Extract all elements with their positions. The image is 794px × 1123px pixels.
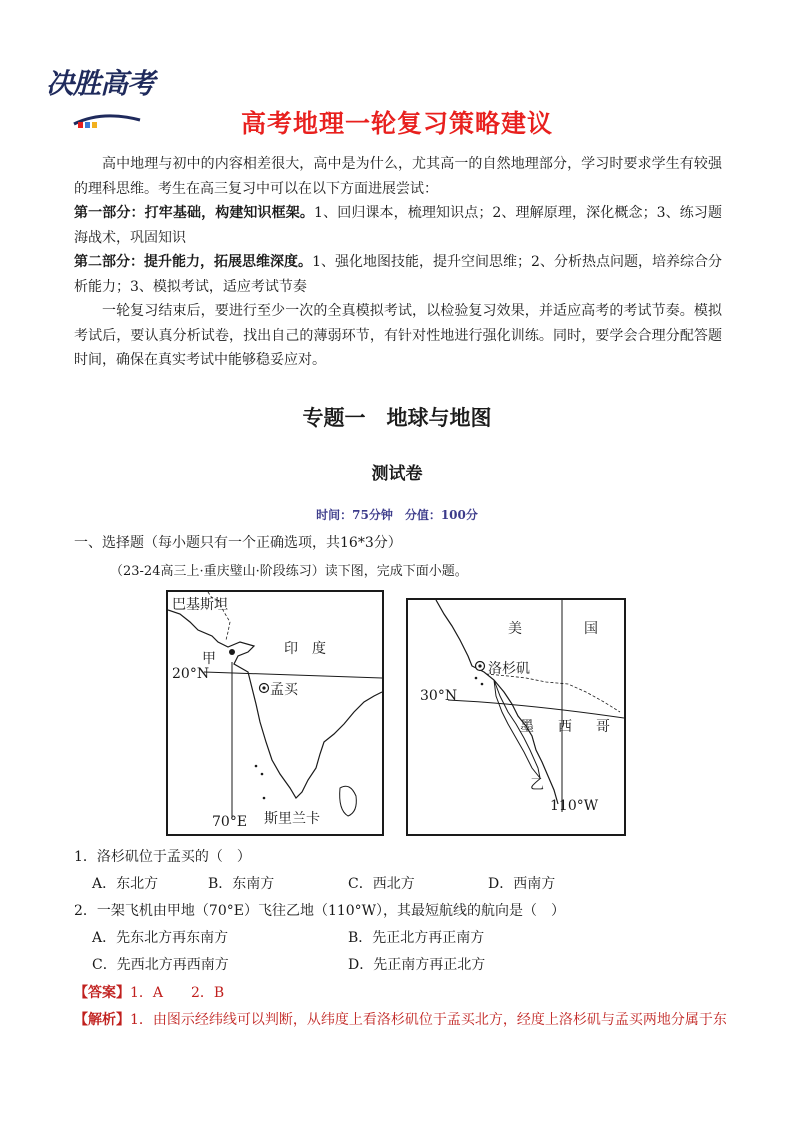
label-lon-70e: 70°E (212, 814, 248, 830)
question-1-option-a[interactable]: A．东北方 (92, 876, 159, 892)
answer-text: 1．A 2．B (130, 985, 225, 1001)
question-2-option-d[interactable]: D．先正南方再正北方 (348, 957, 486, 973)
label-yi: 乙 (530, 777, 544, 793)
map-usa-mexico (406, 598, 626, 836)
analysis-line (74, 1009, 727, 1029)
label-mexico-1: 墨 (520, 719, 534, 735)
logo-text: 决胜高考 (46, 67, 155, 100)
question-1-option-b[interactable]: B．东南方 (208, 876, 275, 892)
label-srilanka: 斯里兰卡 (264, 811, 320, 827)
part-one-heading: 第一部分：打牢基础，构建知识框架。 (74, 205, 315, 221)
question-1-option-c[interactable]: C．西北方 (348, 876, 415, 892)
label-lat-20n: 20°N (172, 666, 210, 682)
label-usa-1: 美 (508, 621, 522, 637)
answer-label: 【答案】 (74, 985, 130, 1001)
label-mexico-3: 哥 (596, 719, 610, 735)
label-india: 印 度 (284, 641, 326, 657)
question-1-option-d[interactable]: D．西南方 (488, 876, 556, 892)
document-title: 高考地理一轮复习策略建议 (240, 109, 553, 138)
section-heading: 一、选择题（每小题只有一个正确选项，共16*3分） (74, 535, 402, 551)
time-score-info: 时间：75分钟 分值：100分 (316, 508, 478, 522)
question-1-stem: 1．洛杉矶位于孟买的（ ） (74, 849, 251, 865)
label-lat-30n: 30°N (420, 688, 458, 704)
topic-title: 专题一 地球与地图 (302, 406, 492, 430)
question-2-option-c[interactable]: C．先西北方再西南方 (92, 957, 229, 973)
question-2-option-b[interactable]: B．先正北方再正南方 (348, 930, 485, 946)
india-map-drawing (168, 592, 382, 834)
intro-paragraph-1: 高中地理与初中的内容相差很大，高中是为什么，尤其高一的自然地理部分，学习时要求学生有较强的理科思维。考生在高三复习中可以在以下方面进展尝试： (74, 156, 722, 197)
question-2-stem: 2．一架飞机由甲地（70°E）飞往乙地（110°W），其最短航线的航向是（ ） (74, 903, 566, 919)
answer-line (74, 982, 224, 1002)
part-two-heading: 第二部分：提升能力，拓展思维深度。 (74, 254, 313, 270)
intro-paragraph-3 (74, 250, 722, 299)
label-jia: 甲 (202, 651, 216, 667)
intro-paragraph-2 (74, 201, 722, 250)
label-mexico-2: 西 (558, 719, 572, 735)
question-2-option-a[interactable]: A．先东北方再东南方 (92, 930, 229, 946)
label-usa-2: 国 (584, 621, 598, 637)
analysis-label: 【解析】 (74, 1012, 130, 1028)
label-lon-110w: 110°W (550, 798, 599, 814)
part-two-body: 1、强化地图技能，提升空间思维；2、分析热点问题，培养综合分析能力；3、模拟考试，适应考试节奏 (74, 254, 722, 295)
paper-title: 测试卷 (371, 464, 423, 484)
label-pakistan: 巴基斯坦 (172, 597, 228, 613)
question-source: （23-24高三上·重庆璧山·阶段练习）读下图，完成下面小题。 (110, 564, 468, 579)
analysis-text: 1．由图示经纬线可以判断，从纬度上看洛杉矶位于孟买北方，经度上洛杉矶与孟买两地分属于东 (130, 1012, 727, 1028)
part-one-body: 1、回归课本，梳理知识点；2、理解原理，深化概念；3、练习题海战术，巩固知识 (74, 205, 722, 246)
intro-paragraph-4: 一轮复习结束后，要进行至少一次的全真模拟考试，以检验复习效果，并适应高考的考试节奏。模拟考试后，要认真分析试卷，找出自己的薄弱环节，有针对性地进行强化训练。同时，要学会合理分配答题时间，确保在真实考试中能够稳妥应对。 (74, 303, 722, 368)
label-mumbai: 孟买 (270, 682, 298, 698)
label-los-angeles: 洛杉矶 (488, 661, 530, 677)
map-india (166, 590, 384, 836)
